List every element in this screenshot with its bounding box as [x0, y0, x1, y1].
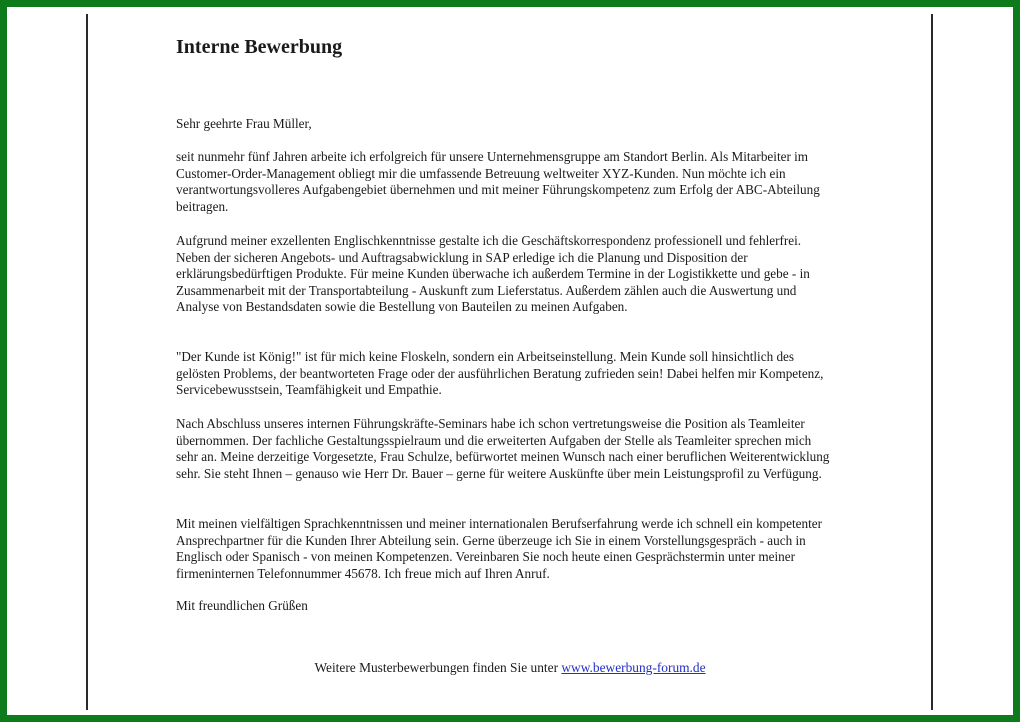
letter-title: Interne Bewerbung: [176, 36, 343, 58]
left-margin-rule: [86, 14, 88, 710]
footer-text: Weitere Musterbewerbungen finden Sie unter: [314, 660, 559, 675]
closing-line: Mit freundlichen Grüßen: [176, 598, 308, 613]
salutation: Sehr geehrte Frau Müller,: [176, 116, 312, 131]
letter-paragraph-1: seit nunmehr fünf Jahren arbeite ich erfolgreich für unsere Unternehmensgruppe am Standort Berlin. Als Mitarbeiter im Customer-Order-Management obliegt mir die umfassende Betreuung weltweiter XYZ-Kunden. Nun möchte ich ein verantwortungsvolleres Aufgabengebiet übernehmen und mit meiner Führungskompetenz zum Erfolg der ABC-Abteilung beitragen.: [176, 149, 820, 214]
letter-paragraph-3: "Der Kunde ist König!" ist für mich keine Floskeln, sondern ein Arbeitseinstellung. Mein Kunde soll hinsichtlich des gelösten Problems, der beantworteten Frage oder der ausführlichen Beratung zufrieden sein! Dabei helfen mir Kompetenz, Servicebewusstsein, Teamfähigkeit und Empathie.: [176, 349, 824, 398]
footer-note: [176, 660, 844, 676]
letter-paragraph-5: Mit meinen vielfältigen Sprachkenntnissen und meiner internationalen Berufserfahrung werde ich schnell ein kompetenter Ansprechpartner für die Kunden Ihrer Abteilung sein. Gerne überzeuge ich Sie in einem Vorstellungsgespräch - auch in Englisch oder Spanisch - von meinen Kompetenzen. Vereinbaren Sie noch heute einen Gesprächstermin unter meiner firmeninternen Telefonnummer 45678. Ich freue mich auf Ihren Anruf.: [176, 516, 822, 581]
footer-link[interactable]: www.bewerbung-forum.de: [561, 660, 706, 675]
right-margin-rule: [931, 14, 933, 710]
letter-paragraph-2: Aufgrund meiner exzellenten Englischkenntnisse gestalte ich die Geschäftskorrespondenz professionell und fehlerfrei. Neben der sicheren Angebots- und Auftragsabwicklung in SAP erledige ich die Planung und Disposition der erklärungsbedürftigen Produkte. Für meine Kunden überwache ich außerdem Termine in der Logistikkette und gebe - in Zusammenarbeit mit der Transportabteilung - Auskunft zum Lieferstatus. Außerdem zählen auch die Auswertung und Analyse von Bestandsdaten sowie die Bestellung von Bauteilen zu meinen Aufgaben.: [176, 233, 810, 315]
letter-paragraph-4: Nach Abschluss unseres internen Führungskräfte-Seminars habe ich schon vertretungsweise die Position als Teamleiter übernommen. Der fachliche Gestaltungsspielraum und die erweiterten Aufgaben der Stelle als Teamleiter sprechen mich sehr an. Meine derzeitige Vorgesetzte, Frau Schulze, befürwortet meinen Wunsch nach einer beruflichen Weiterentwicklung sehr. Sie steht Ihnen – genauso wie Herr Dr. Bauer – gerne für weitere Auskünfte über mein Leistungsprofil zu Verfügung.: [176, 416, 830, 481]
